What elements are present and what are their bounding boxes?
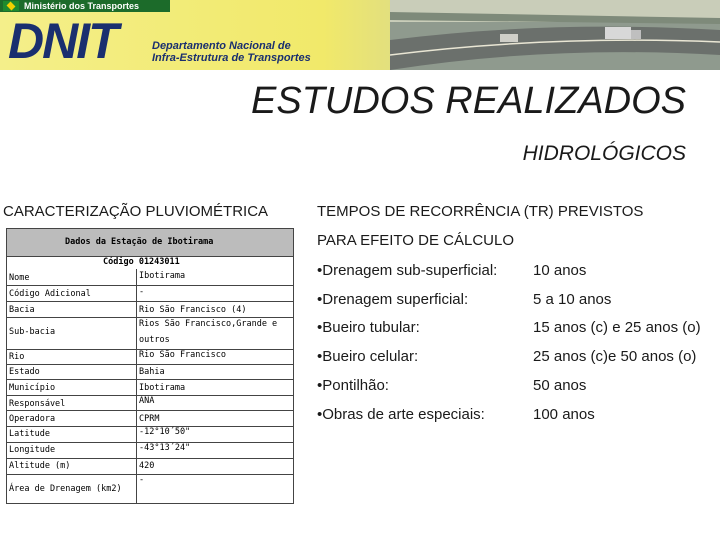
page-title: ESTUDOS REALIZADOS	[251, 80, 686, 122]
table-row	[7, 364, 293, 380]
item-value: 15 anos (c) e 25 anos (o)	[533, 319, 701, 336]
row-label: Operadora	[9, 414, 56, 424]
dnit-logo: DNIT	[8, 13, 117, 69]
table-row	[7, 458, 293, 475]
table-header	[7, 229, 293, 257]
row-value: Ibotirama	[139, 383, 186, 393]
row-value: CPRM	[139, 414, 160, 424]
row-label: Altitude (m)	[9, 461, 71, 471]
item-label: •Bueiro tubular:	[317, 319, 420, 336]
ministry-bar	[0, 0, 170, 12]
row-value: Rios São Francisco,Grande e	[139, 319, 278, 329]
row-label: Código Adicional	[9, 289, 91, 299]
ministry-name: Ministério dos Transportes	[24, 1, 140, 11]
row-value: -	[139, 287, 145, 297]
table-row	[7, 301, 293, 318]
row-value: -12°10´50"	[139, 427, 191, 437]
item-label: •Bueiro celular:	[317, 348, 419, 365]
table-row	[7, 349, 293, 365]
item-value: 50 anos	[533, 377, 587, 394]
row-label: Responsável	[9, 399, 66, 409]
row-value: -	[139, 475, 145, 485]
table-row	[7, 442, 293, 459]
right-section-heading-line2: PARA EFEITO DE CÁLCULO	[317, 232, 514, 249]
row-value-continued: outros	[139, 335, 170, 345]
row-label: Município	[9, 383, 56, 393]
department-line2: Infra-Estrutura de Transportes	[152, 52, 311, 64]
table-row	[7, 285, 293, 302]
row-label: Estado	[9, 367, 40, 377]
table-row	[7, 395, 293, 411]
table-row	[7, 410, 293, 427]
item-label: •Pontilhão:	[317, 377, 389, 394]
row-value: Rio São Francisco (4)	[139, 305, 247, 315]
department-line1: Departamento Nacional de	[152, 40, 291, 52]
row-value: -43°13´24"	[139, 443, 191, 453]
table-row	[7, 317, 293, 350]
row-label: Bacia	[9, 305, 35, 315]
item-value: 10 anos	[533, 262, 587, 279]
row-value: Bahia	[139, 367, 165, 377]
left-section-heading: CARACTERIZAÇÃO PLUVIOMÉTRICA	[3, 203, 269, 220]
item-label: •Obras de arte especiais:	[317, 406, 485, 423]
row-label: Área de Drenagem (km2)	[9, 484, 122, 494]
item-value: 100 anos	[533, 406, 595, 423]
highway-photo	[390, 0, 720, 70]
row-value: Ibotirama	[139, 271, 186, 281]
item-label: •Drenagem superficial:	[317, 291, 469, 308]
row-value: Rio São Francisco	[139, 350, 226, 360]
table-row	[7, 426, 293, 443]
row-label: Latitude	[9, 429, 50, 439]
table-row	[7, 474, 293, 503]
row-value: 420	[139, 461, 155, 471]
item-value: 25 anos (c)e 50 anos (o)	[533, 348, 697, 365]
item-label: •Drenagem sub-superficial:	[317, 262, 498, 279]
table-row	[7, 379, 293, 396]
table-row	[7, 269, 293, 286]
station-data-table	[6, 228, 294, 504]
department-name	[152, 40, 311, 64]
row-label: Rio	[9, 352, 25, 362]
page-subtitle: HIDROLÓGICOS	[522, 142, 686, 165]
table-code: Código 01243011	[103, 257, 180, 267]
row-label: Nome	[9, 273, 30, 283]
row-value: ANA	[139, 396, 155, 406]
item-value: 5 a 10 anos	[533, 291, 612, 308]
row-label: Longitude	[9, 445, 56, 455]
brazil-flag-icon	[3, 1, 19, 11]
right-section-heading-line1: TEMPOS DE RECORRÊNCIA (TR) PREVISTOS	[317, 203, 644, 220]
header-banner	[0, 0, 720, 70]
row-label: Sub-bacia	[9, 327, 56, 337]
table-title: Dados da Estação de Ibotirama	[65, 237, 214, 247]
